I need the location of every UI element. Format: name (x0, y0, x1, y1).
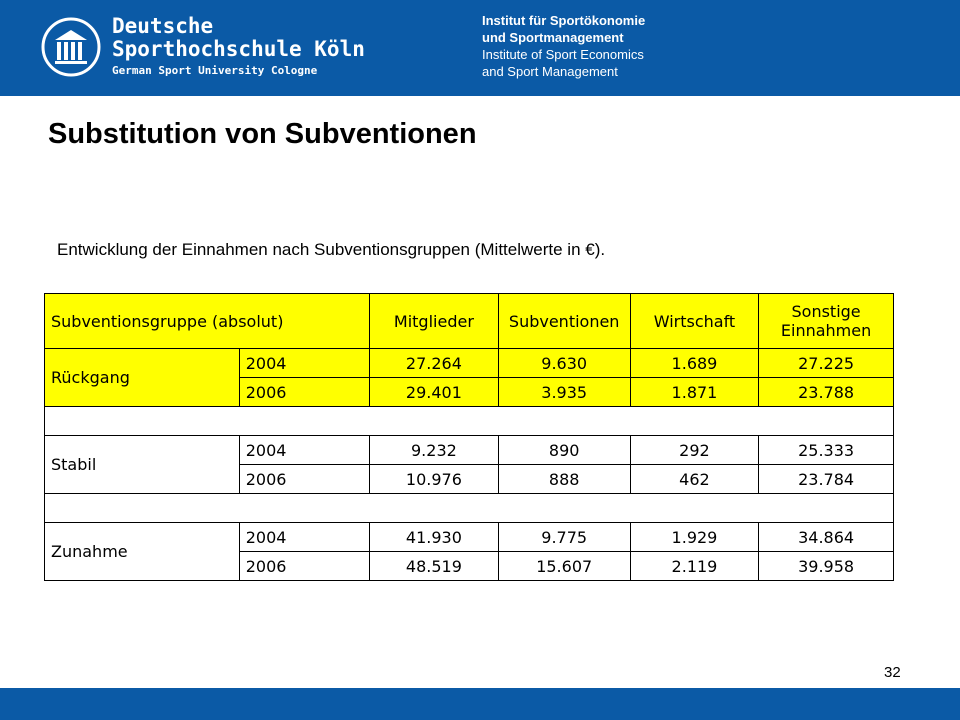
logo-line-3: German Sport University Cologne (112, 64, 318, 77)
mitglieder-cell: 27.264 (370, 349, 498, 378)
wirtschaft-cell: 2.119 (630, 552, 758, 581)
sonstige-cell: 23.784 (759, 465, 894, 494)
institute-name (482, 12, 645, 80)
wirtschaft-cell: 1.871 (630, 378, 758, 407)
sonstige-cell: 23.788 (759, 378, 894, 407)
year-cell: 2004 (239, 523, 370, 552)
subventionen-cell: 9.775 (498, 523, 630, 552)
revenue-table (44, 293, 894, 581)
spacer-row (45, 407, 894, 436)
mitglieder-cell: 48.519 (370, 552, 498, 581)
slide-title: Substitution von Subventionen (48, 118, 477, 150)
header-mitglieder: Mitglieder (370, 294, 498, 349)
mitglieder-cell: 9.232 (370, 436, 498, 465)
header-bar (0, 0, 960, 96)
university-logo-text (112, 15, 365, 79)
institute-en-line-2: and Sport Management (482, 64, 618, 79)
group-label: Stabil (45, 436, 240, 494)
year-cell: 2006 (239, 465, 370, 494)
institute-en-line-1: Institute of Sport Economics (482, 47, 644, 62)
subventionen-cell: 888 (498, 465, 630, 494)
subventionen-cell: 9.630 (498, 349, 630, 378)
table-row (45, 523, 894, 552)
subventionen-cell: 890 (498, 436, 630, 465)
header-sonstige: Sonstige Einnahmen (759, 294, 894, 349)
sonstige-cell: 34.864 (759, 523, 894, 552)
wirtschaft-cell: 1.929 (630, 523, 758, 552)
footer-bar (0, 688, 960, 720)
table-row (45, 436, 894, 465)
mitglieder-cell: 29.401 (370, 378, 498, 407)
year-cell: 2004 (239, 349, 370, 378)
year-cell: 2006 (239, 552, 370, 581)
logo-line-1: Deutsche (112, 14, 214, 38)
group-label: Zunahme (45, 523, 240, 581)
sonstige-cell: 39.958 (759, 552, 894, 581)
subventionen-cell: 15.607 (498, 552, 630, 581)
mitglieder-cell: 10.976 (370, 465, 498, 494)
year-cell: 2006 (239, 378, 370, 407)
year-cell: 2004 (239, 436, 370, 465)
group-label: Rückgang (45, 349, 240, 407)
institute-de-line-2: und Sportmanagement (482, 30, 624, 45)
wirtschaft-cell: 462 (630, 465, 758, 494)
table-caption: Entwicklung der Einnahmen nach Subventionsgruppen (Mittelwerte in €). (57, 240, 606, 259)
spacer-row (45, 494, 894, 523)
wirtschaft-cell: 1.689 (630, 349, 758, 378)
mitglieder-cell: 41.930 (370, 523, 498, 552)
table-row (45, 349, 894, 378)
subventionen-cell: 3.935 (498, 378, 630, 407)
header-subventionen: Subventionen (498, 294, 630, 349)
logo-line-2: Sporthochschule Köln (112, 37, 365, 61)
header-wirtschaft: Wirtschaft (630, 294, 758, 349)
page-number: 32 (884, 664, 901, 681)
university-columns-icon (40, 16, 102, 78)
institute-de-line-1: Institut für Sportökonomie (482, 13, 646, 28)
table-header-row (45, 294, 894, 349)
header-group: Subventionsgruppe (absolut) (45, 294, 370, 349)
sonstige-cell: 25.333 (759, 436, 894, 465)
wirtschaft-cell: 292 (630, 436, 758, 465)
sonstige-cell: 27.225 (759, 349, 894, 378)
